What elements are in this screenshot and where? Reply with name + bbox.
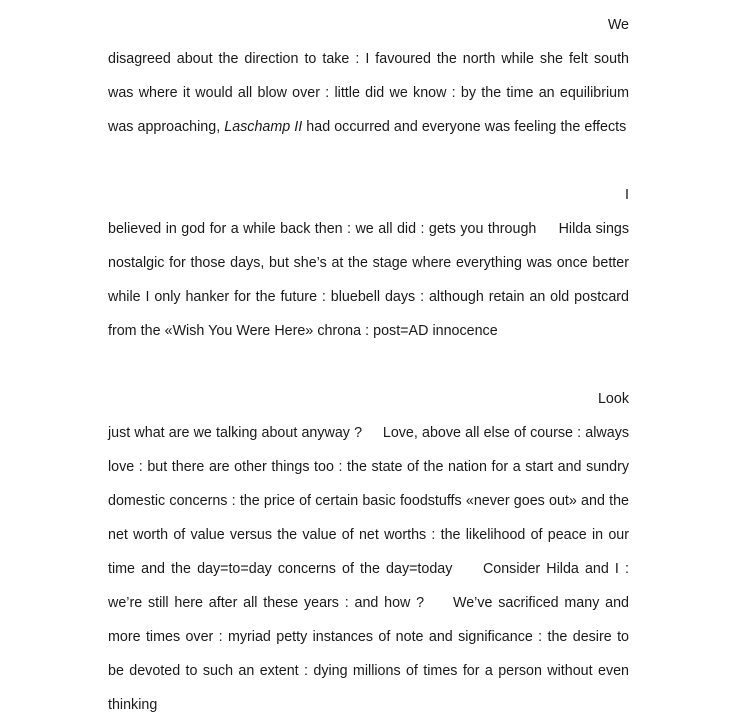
paragraph-3 <box>108 382 634 722</box>
paragraph-2 <box>108 178 634 348</box>
paragraph-2-body: believed in god for a while back then : we all did : gets you through Hilda sings nostalgic for those days, but she’s at the stage where everything was once better while I only hanker for the future : bluebell days : although retain an old postcard from the «Wish You Were Here» chrona : post=AD innocence <box>108 221 634 339</box>
paragraph-1 <box>108 0 634 144</box>
text-column <box>108 0 634 722</box>
paragraph-3-body: just what are we talking about anyway ? Love, above all else of course : always love : but there are other things too : the state of the nation for a start and sundry domestic concerns : the price of certain basic foodstuffs «never goes out» and the net worth of value versus the value of net worths : the likelihood of peace in our time and the day=to=day concerns of the day=today Consider Hilda and I : we’re still here after all these years : and how ? We’ve sacrificed many and more times over : myriad petty instances of note and significance : the desire to be devoted to such an extent : dying millions of times for a person without even thinking <box>108 425 634 713</box>
paragraph-1-body <box>108 42 634 144</box>
paragraph-1-text-before-italic: disagreed about the direction to take : I favoured the north while she felt south was where it would all blow over : little did we know : by the time an equilibrium was approaching, <box>108 51 634 135</box>
paragraph-1-text-after-italic: had occurred and everyone was feeling the effects <box>302 119 627 135</box>
paragraph-3-opening-word: Look <box>597 391 629 407</box>
paragraph-2-opening-word: I <box>625 187 629 203</box>
paragraph-1-opening-word: We <box>607 17 629 33</box>
paragraph-1-italic-phrase: Laschamp II <box>224 119 303 135</box>
